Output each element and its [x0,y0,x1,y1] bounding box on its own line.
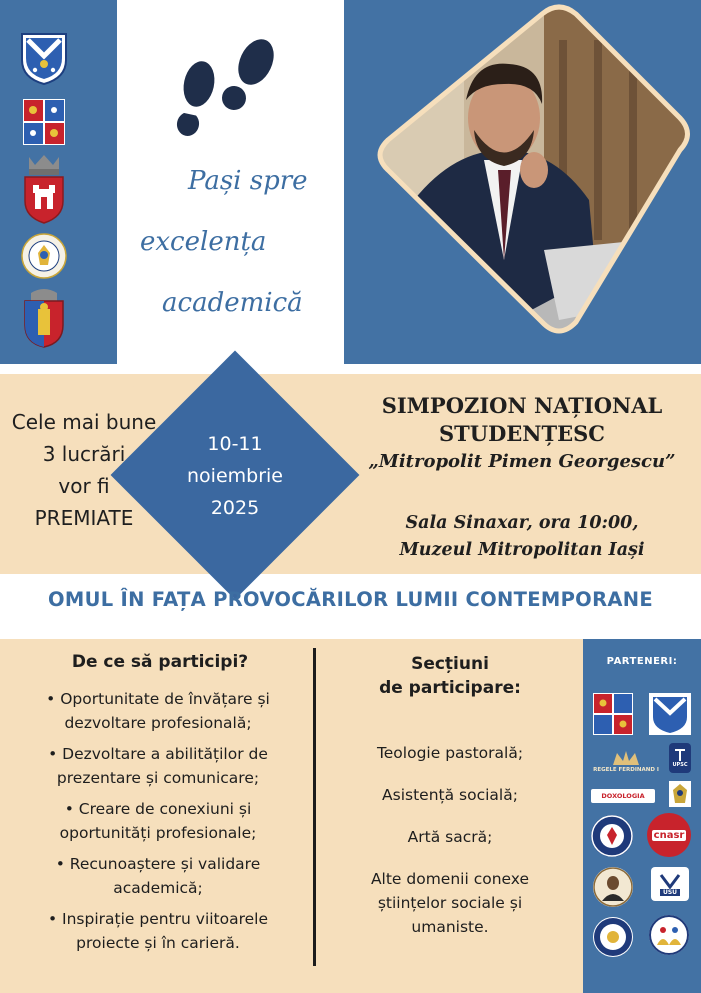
list-item: Alte domenii conexe științelor sociale și umaniste. [370,870,530,936]
partner-crest-icon [593,693,633,735]
title-line-2: STUDENȚESC [438,421,606,446]
prize-line-3: vor fi [58,474,110,498]
city-crest-icon [20,153,68,225]
why-participate-title: De ce să participi? [71,652,249,672]
partner-icon-small [669,781,691,807]
list-item: Teologie pastorală; [376,744,524,762]
title-line-1: SIMPOZION NAȚIONAL [381,393,663,418]
list-item: • Recunoaștere și validare academică; [55,855,261,897]
prize-text [0,406,168,534]
crest-column [0,0,117,364]
usu-symbol-icon [659,873,681,889]
list-item: • Creare de conexiuni și oportunități profesionale; [59,800,257,842]
list-item: • Inspirație pentru viitoarele proiecte și în carieră. [47,910,269,952]
photo-panel [344,0,701,364]
partner-upsc-name: UPSC [672,762,688,768]
event-location [352,510,692,564]
footprints-icon [172,36,282,144]
partner-upsc-logo [669,743,691,773]
sections-title [330,652,570,700]
symposium-title [352,392,692,476]
title-line-3: „Mitropolit Pimen Georgescu” [368,451,676,472]
location-line-2: Muzeul Mitropolitan Iași [399,540,645,560]
why-participate-list [24,687,292,962]
partner-college-name: REGELE FERDINAND I [593,767,659,773]
sections-title-line-1: Secțiuni [411,654,489,674]
partner-usu-name: USU [660,889,680,896]
partner-university-icon [649,693,691,735]
motto-line-1: Pași spre [188,166,308,196]
prize-line-2: 3 lucrări [42,442,126,466]
motto-line-2: excelența [140,227,267,257]
column-divider [313,648,316,966]
college-crown-icon [611,749,641,767]
partner-family-logo-icon [649,915,689,955]
university-crest-icon [20,32,68,86]
partner-portrait-icon [593,867,633,907]
date-year: 2025 [210,497,260,519]
partner-college-logo [591,743,661,779]
theme-title: OMUL ÎN FAȚA PROVOCĂRILOR LUMII CONTEMPORANE [47,588,654,611]
location-line-1: Sala Sinaxar, ora 10:00, [405,513,639,533]
sections-title-line-2: de participare: [379,678,521,698]
prize-line-1: Cele mai bune [11,410,157,434]
partner-doxologia-name: DOXOLOGIA [601,792,645,800]
faculty-seal-icon [20,233,68,279]
metropolis-crest-icon [20,287,68,349]
date-days: 10-11 [207,433,263,455]
partner-doxologia-logo [591,789,655,803]
prize-line-4: PREMIATE [34,506,134,530]
list-item: • Oportunitate de învățare și dezvoltare profesională; [46,690,270,732]
upsc-symbol-icon [673,748,687,762]
student-photo [344,0,701,364]
list-item: • Dezvoltare a abilităților de prezentare și comunicare; [48,745,268,787]
partners-panel [583,639,701,993]
partners-title: PARTENERI: [606,656,678,667]
list-item: Artă sacră; [407,828,493,846]
list-item: Asistență socială; [382,786,518,804]
partner-circle-logo-icon [593,917,633,957]
partner-cnasr-logo [647,813,691,857]
date-month: noiembrie [187,465,283,487]
partner-seal-icon [591,815,633,857]
partner-cnasr-name: cnasr [653,829,685,841]
motto-line-3: academică [162,288,303,318]
partner-usu-logo [651,867,689,901]
quartered-crest-icon [20,98,68,146]
event-date [160,428,310,524]
sections-list [330,741,570,957]
